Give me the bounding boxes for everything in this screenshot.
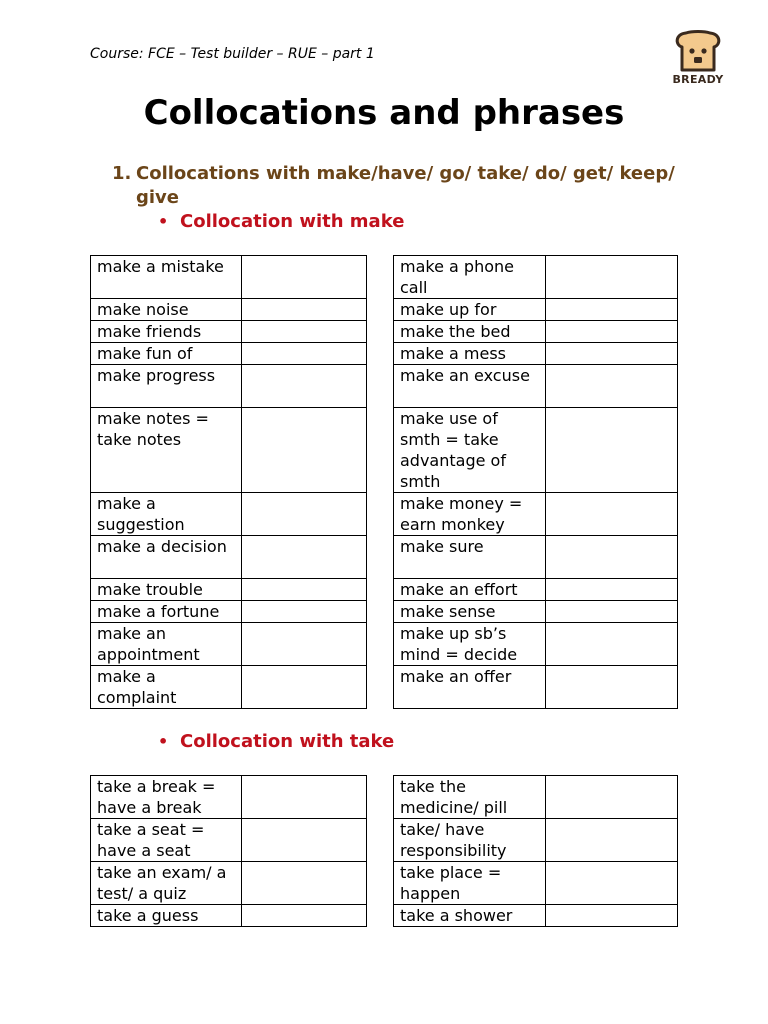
answer-cell[interactable] <box>546 905 678 927</box>
table-row <box>394 623 678 666</box>
answer-cell[interactable] <box>242 256 367 299</box>
table-row <box>394 365 678 408</box>
table-row <box>91 493 367 536</box>
section-heading-text: Collocations with make/have/ go/ take/ do/ get/ keep/ give <box>136 163 675 208</box>
table-row <box>91 862 367 905</box>
page-title: Collocations and phrases <box>143 93 625 133</box>
table-row <box>394 321 678 343</box>
answer-cell[interactable] <box>546 256 678 299</box>
table-row <box>91 819 367 862</box>
table-row <box>394 905 678 927</box>
collocation-term: take the medicine/ pill <box>394 776 546 819</box>
table-row <box>91 256 367 299</box>
collocation-term: take a seat = have a seat <box>91 819 242 862</box>
make-table-left <box>90 255 367 709</box>
table-row <box>91 579 367 601</box>
answer-cell[interactable] <box>242 579 367 601</box>
collocation-term: make fun of <box>91 343 242 365</box>
bullet-icon: • <box>158 212 169 231</box>
answer-cell[interactable] <box>546 343 678 365</box>
answer-cell[interactable] <box>242 299 367 321</box>
answer-cell[interactable] <box>242 666 367 709</box>
collocation-term: make a mess <box>394 343 546 365</box>
collocation-term: take a guess <box>91 905 242 927</box>
answer-cell[interactable] <box>242 408 367 493</box>
table-row <box>91 623 367 666</box>
table-row <box>394 666 678 709</box>
make-subheading-text: Collocation with make <box>180 211 405 232</box>
answer-cell[interactable] <box>242 343 367 365</box>
take-subheading <box>158 730 394 754</box>
collocation-term: make a decision <box>91 536 242 579</box>
answer-cell[interactable] <box>546 321 678 343</box>
collocation-term: make an excuse <box>394 365 546 408</box>
answer-cell[interactable] <box>546 601 678 623</box>
answer-cell[interactable] <box>242 321 367 343</box>
collocation-term: make trouble <box>91 579 242 601</box>
course-header: Course: FCE – Test builder – RUE – part 1 <box>90 46 375 62</box>
collocation-term: make the bed <box>394 321 546 343</box>
answer-cell[interactable] <box>546 666 678 709</box>
answer-cell[interactable] <box>546 299 678 321</box>
table-row <box>91 408 367 493</box>
collocation-term: make money = earn monkey <box>394 493 546 536</box>
answer-cell[interactable] <box>546 776 678 819</box>
logo-text: BREADY <box>672 73 724 86</box>
make-table-right <box>393 255 678 709</box>
table-row <box>394 256 678 299</box>
table-row <box>394 536 678 579</box>
table-row <box>394 601 678 623</box>
table-row <box>394 579 678 601</box>
answer-cell[interactable] <box>546 819 678 862</box>
answer-cell[interactable] <box>242 905 367 927</box>
collocation-term: make up sb’s mind = decide <box>394 623 546 666</box>
answer-cell[interactable] <box>546 365 678 408</box>
table-row <box>91 601 367 623</box>
collocation-term: take a break = have a break <box>91 776 242 819</box>
answer-cell[interactable] <box>242 601 367 623</box>
table-row <box>91 321 367 343</box>
table-row <box>394 299 678 321</box>
answer-cell[interactable] <box>242 536 367 579</box>
collocation-term: take an exam/ a test/ a quiz <box>91 862 242 905</box>
answer-cell[interactable] <box>242 819 367 862</box>
take-table-left <box>90 775 367 927</box>
table-row <box>91 905 367 927</box>
answer-cell[interactable] <box>242 493 367 536</box>
answer-cell[interactable] <box>546 536 678 579</box>
collocation-term: make use of smth = take advantage of smth <box>394 408 546 493</box>
table-row <box>394 862 678 905</box>
bullet-icon: • <box>158 732 169 751</box>
bready-logo <box>669 30 727 90</box>
table-row <box>394 493 678 536</box>
collocation-term: take/ have responsibility <box>394 819 546 862</box>
collocation-term: make an effort <box>394 579 546 601</box>
collocation-term: make a fortune <box>91 601 242 623</box>
answer-cell[interactable] <box>546 493 678 536</box>
section-number: 1. <box>112 163 132 184</box>
make-subheading <box>158 210 404 234</box>
answer-cell[interactable] <box>546 408 678 493</box>
bread-icon <box>669 30 727 74</box>
collocation-term: make a phone call <box>394 256 546 299</box>
table-row <box>91 343 367 365</box>
table-row <box>394 776 678 819</box>
answer-cell[interactable] <box>242 862 367 905</box>
answer-cell[interactable] <box>546 862 678 905</box>
answer-cell[interactable] <box>242 623 367 666</box>
take-subheading-text: Collocation with take <box>180 731 395 752</box>
answer-cell[interactable] <box>546 623 678 666</box>
table-row <box>91 299 367 321</box>
collocation-term: make progress <box>91 365 242 408</box>
section-heading <box>112 162 712 210</box>
collocation-term: make an appointment <box>91 623 242 666</box>
collocation-term: make a mistake <box>91 256 242 299</box>
answer-cell[interactable] <box>242 776 367 819</box>
collocation-term: make noise <box>91 299 242 321</box>
collocation-term: make notes = take notes <box>91 408 242 493</box>
collocation-term: make an offer <box>394 666 546 709</box>
table-row <box>394 819 678 862</box>
collocation-term: make a complaint <box>91 666 242 709</box>
table-row <box>91 776 367 819</box>
table-row <box>91 365 367 408</box>
table-row <box>91 536 367 579</box>
answer-cell[interactable] <box>242 365 367 408</box>
collocation-term: make friends <box>91 321 242 343</box>
collocation-term: make up for <box>394 299 546 321</box>
table-row <box>91 666 367 709</box>
take-table-right <box>393 775 678 927</box>
collocation-term: make sense <box>394 601 546 623</box>
answer-cell[interactable] <box>546 579 678 601</box>
collocation-term: make sure <box>394 536 546 579</box>
table-row <box>394 408 678 493</box>
collocation-term: take a shower <box>394 905 546 927</box>
collocation-term: make a suggestion <box>91 493 242 536</box>
table-row <box>394 343 678 365</box>
collocation-term: take place = happen <box>394 862 546 905</box>
